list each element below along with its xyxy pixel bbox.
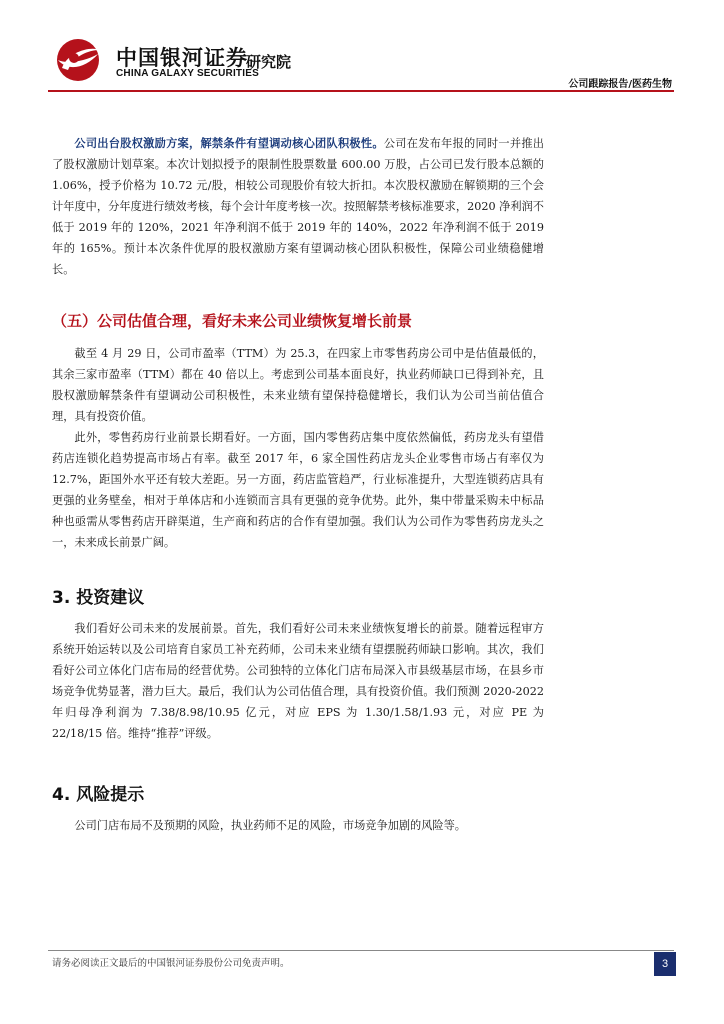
valuation-paragraph-2: 此外，零售药房行业前景长期看好。一方面，国内零售药店集中度依然偏低，药房龙头有望借药店连锁化趋势提高市场占有率。截至 2017 年，6 家全国性药店龙头企业零售市场占有率仅为 12.7%，距国外水平还有较大差距。另一方面，药店监管趋严，行业标准提升，大型连锁药店具有更强的业务壁垒，相对于单体店和小连锁而言具有更强的竞争优势。此外，集中带量采购未中标品种也亟需从零售药店开辟渠道，生产商和药店的合作有望加强。我们认为公司作为零售药房龙头之一，未来成长前景广阔。 bbox=[52, 431, 544, 549]
page-header bbox=[0, 0, 724, 92]
incentive-body: 公司在发布年报的同时一并推出了股权激励计划草案。本次计划拟授予的限制性股票数量 600.00 万股，占公司已发行股本总额的 1.06%，授予价格为 10.72 元/股，相较公司现股价有较大折扣。本次股权激励在解锁期的三个会计年度中，分年度进行绩效考核，每个会计年度考核一次。按照解禁考核标准要求，2020 净利润不低于 2019 年的 120%，2021 年净利润不低于 2019 年的 140%，2022 年净利润不低于 2019 年的 165%。预计本次条件优厚的股权激励方案有望调动核心团队积极性，保障公司业绩稳健增长。 bbox=[52, 137, 544, 276]
brand-name-cn: 中国银河证券 bbox=[116, 46, 248, 70]
risk-paragraph: 公司门店布局不及预期的风险，执业药师不足的风险，市场竞争加剧的风险等。 bbox=[74, 819, 466, 832]
header-divider bbox=[48, 90, 674, 92]
footer-divider bbox=[48, 950, 674, 951]
risk-heading: 4. 风险提示 bbox=[52, 785, 145, 805]
report-type: 公司跟踪报告/医药生物 bbox=[568, 79, 672, 90]
institute-label: 研究院 bbox=[246, 53, 292, 71]
valuation-heading: （五）公司估值合理，看好未来公司业绩恢复增长前景 bbox=[52, 312, 413, 330]
brand-name-en: CHINA GALAXY SECURITIES bbox=[116, 68, 259, 79]
valuation-paragraph-1: 截至 4 月 29 日，公司市盈率（TTM）为 25.3，在四家上市零售药房公司中是估值最低的，其余三家市盈率（TTM）都在 40 倍以上。考虑到公司基本面良好，执业药师缺口已得到补充，且股权激励解禁条件有望调动公司积极性，未来业绩有望保持稳健增长，我们认为公司当前估值合理，具有投资价值。 bbox=[52, 347, 544, 423]
galaxy-logo-icon bbox=[54, 38, 104, 82]
report-body bbox=[52, 133, 544, 836]
page-number: 3 bbox=[654, 952, 676, 976]
advice-paragraph: 我们看好公司未来的发展前景。首先，我们看好公司未来业绩恢复增长的前景。随着远程审方系统开始运转以及公司培育自家员工补充药师，公司未来业绩有望摆脱药师缺口影响。其次，我们看好公司立体化门店布局的经营优势。公司独特的立体化门店布局深入市县级基层市场，在县乡市场竞争优势显著，潜力巨大。最后，我们认为公司估值合理，具有投资价值。我们预测 2020-2022 年归母净利润为 7.38/8.98/10.95 亿元，对应 EPS 为 1.30/1.58/1.93 元，对应 PE 为 22/18/15 倍。维持“推荐”评级。 bbox=[52, 622, 544, 740]
advice-heading: 3. 投资建议 bbox=[52, 588, 145, 608]
footer-disclaimer: 请务必阅读正文最后的中国银河证券股份公司免责声明。 bbox=[52, 958, 290, 969]
incentive-lead: 公司出台股权激励方案，解禁条件有望调动核心团队积极性。 bbox=[74, 136, 384, 150]
incentive-paragraph bbox=[52, 133, 544, 280]
